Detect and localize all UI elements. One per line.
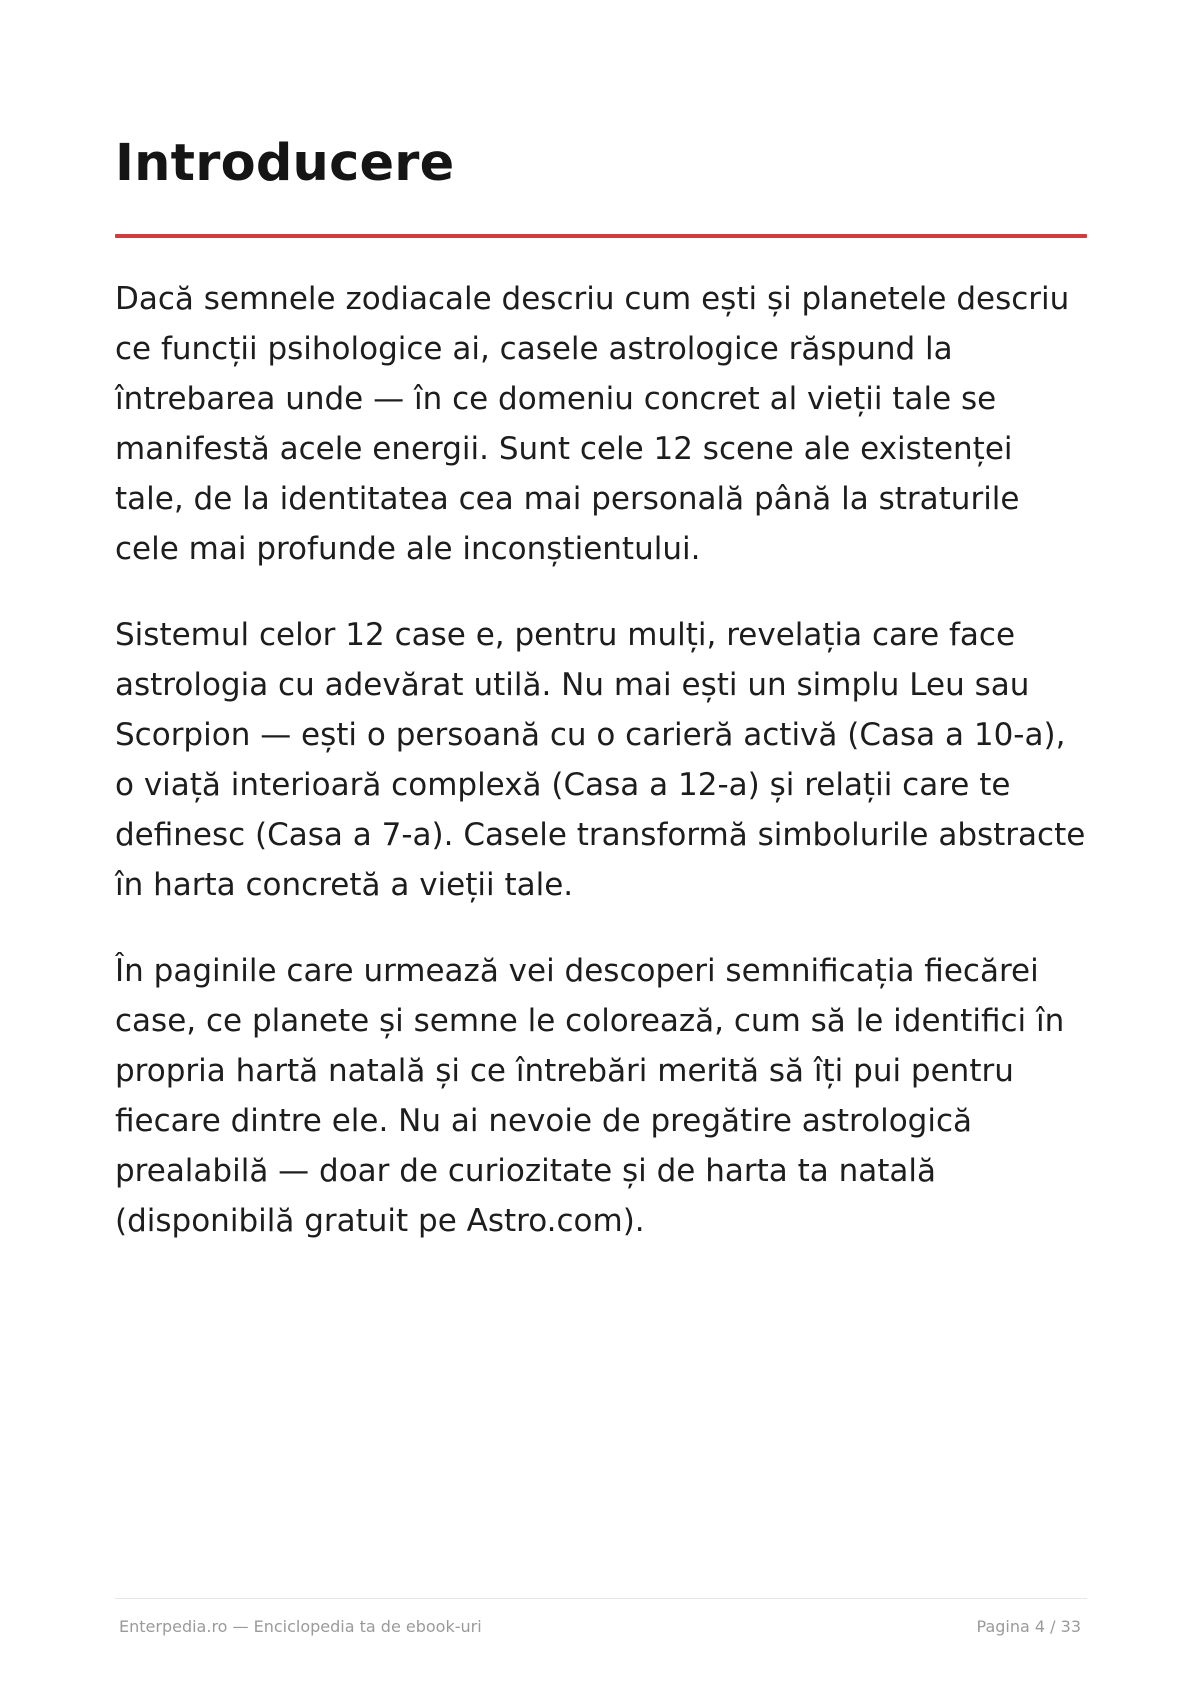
footer-page-number: Pagina 4 / 33 <box>976 1617 1081 1636</box>
footer-site-credit: Enterpedia.ro — Enciclopedia ta de ebook-uri <box>119 1617 482 1636</box>
paragraph-1: Dacă semnele zodiacale descriu cum ești și planetele descriu ce funcții psihologice ai, casele astrologice răspund la întrebarea unde — în ce domeniu concret al vieții tale se manifestă acele energii. Sunt cele 12 scene ale existenței tale, de la identitatea cea mai personală până la straturile cele mai profunde ale inconștientului. <box>115 281 1070 567</box>
paragraph-2: Sistemul celor 12 case e, pentru mulți, revelația care face astrologia cu adevărat utilă. Nu mai ești un simplu Leu sau Scorpion — ești o persoană cu o carieră activă (Casa a 10-a), o viață interioară complexă (Casa a 12-a) și relații care te definesc (Casa a 7-a). Casele transformă simbolurile abstracte în harta concretă a vieții tale. <box>115 617 1086 903</box>
page-content <box>115 128 1087 1246</box>
title-divider <box>115 234 1087 238</box>
paragraph-3: În paginile care urmează vei descoperi semnificația fiecărei case, ce planete și semne le colorează, cum să le identifici în propria hartă natală și ce întrebări merită să îți pui pentru fiecare dintre ele. Nu ai nevoie de pregătire astrologică prealabilă — doar de curiozitate și de harta ta natală (disponibilă gratuit pe Astro.com). <box>115 953 1065 1239</box>
page-title: Introducere <box>115 134 455 193</box>
footer-divider <box>115 1598 1087 1599</box>
